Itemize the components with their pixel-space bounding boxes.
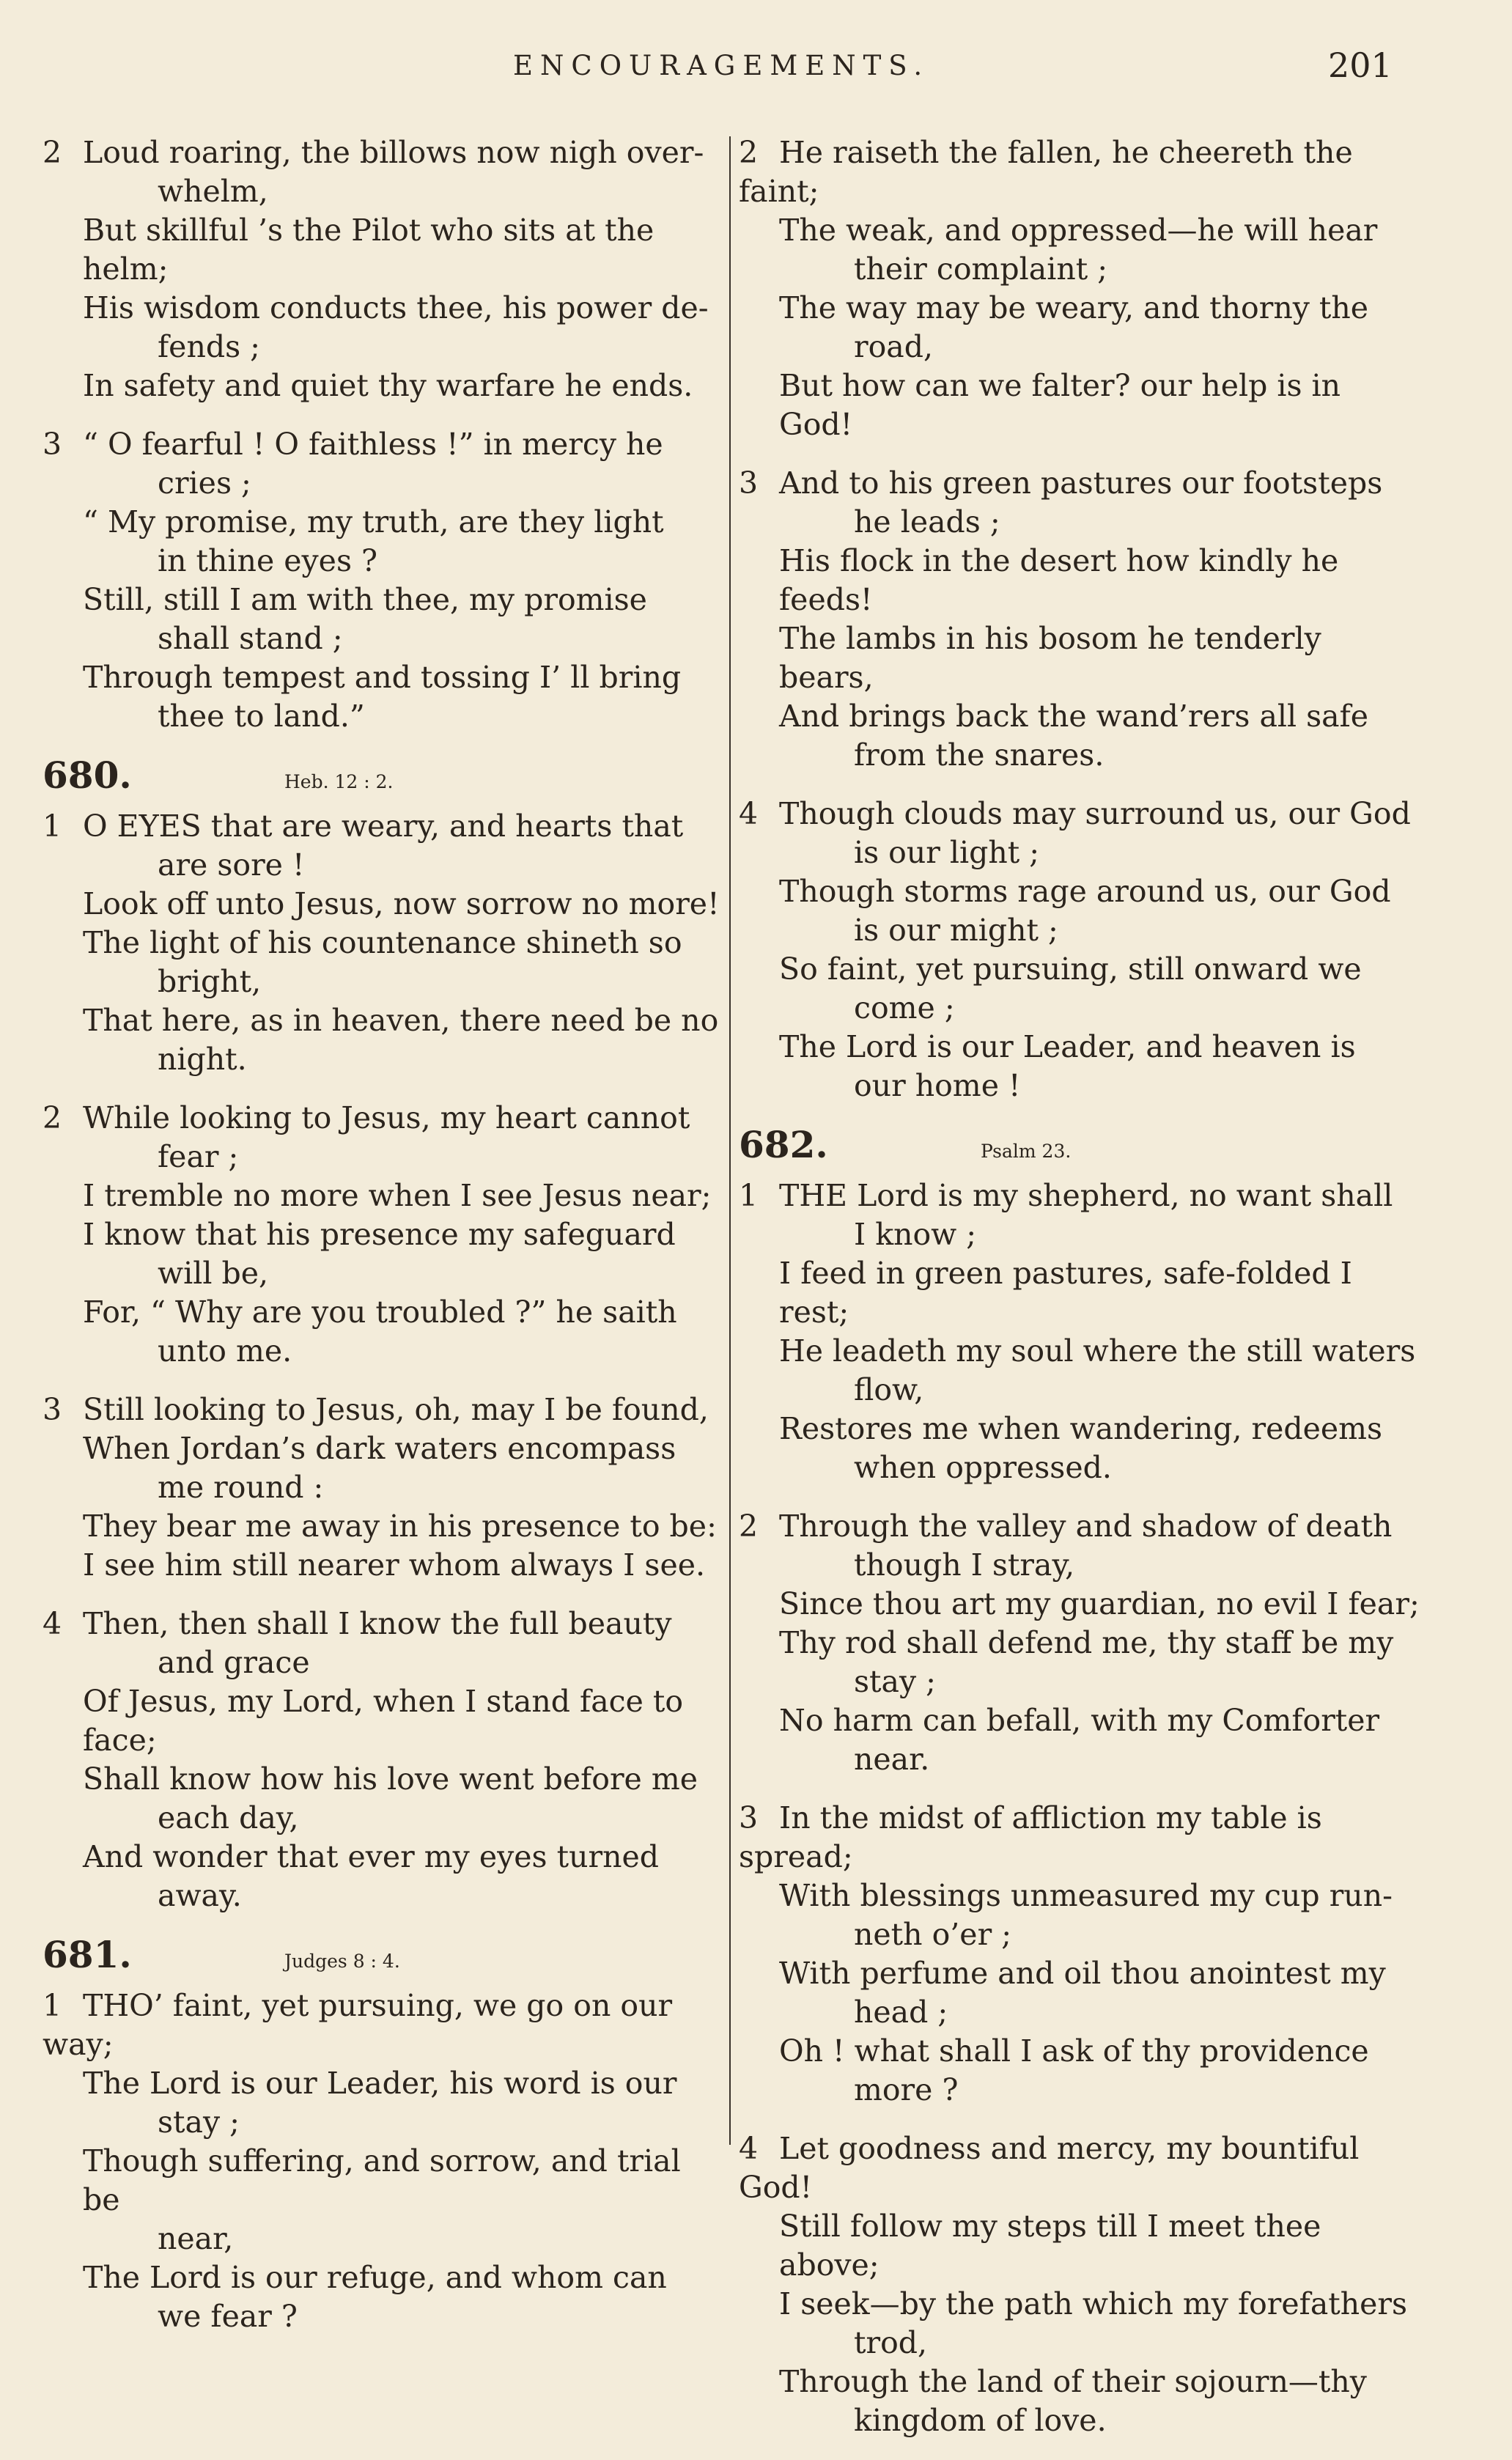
stanza: [43, 1605, 726, 1915]
verse-text: “ O fearful ! O faithless !” in mercy he: [83, 427, 663, 462]
verse-line: So faint, yet pursuing, still onward we: [779, 951, 1362, 987]
verse-line-continuation: will be,: [158, 1256, 269, 1291]
verse-line-continuation: I know ;: [854, 1217, 977, 1252]
hymn-681-heading: [43, 1935, 726, 1978]
hymn-number: 682.: [739, 1123, 828, 1166]
verse-line: Through the land of their sojourn—thy: [779, 2364, 1367, 2399]
stanza: [739, 133, 1422, 444]
verse-line-continuation: is our light ;: [854, 835, 1040, 870]
stanza: [739, 2129, 1422, 2440]
verse-line: With blessings unmeasured my cup run-: [779, 1878, 1393, 1913]
page-number: 201: [1328, 45, 1393, 85]
stanza-number: 4: [739, 796, 759, 831]
verse-line: [739, 2129, 1422, 2207]
right-column: [739, 133, 1422, 2460]
verse-line: [739, 1507, 1422, 1546]
stanza-number: 1: [739, 1178, 759, 1213]
stanza-number: 3: [739, 1800, 759, 1835]
verse-line: I seek—by the path which my forefathers: [779, 2286, 1408, 2321]
verse-line: The light of his countenance shineth so: [83, 925, 682, 960]
page-header: [0, 45, 1512, 89]
verse-line: His wisdom conducts thee, his power de-: [83, 290, 709, 325]
verse-line-continuation: more ?: [854, 2072, 959, 2107]
verse-text: THE Lord is my shepherd, no want shall: [779, 1178, 1393, 1213]
hymn-682-stanzas: [739, 1176, 1422, 2440]
verse-line: [43, 1391, 726, 1429]
verse-line-continuation: stay ;: [158, 2104, 240, 2140]
verse-line-continuation: fends ;: [158, 329, 260, 364]
verse-line-continuation: trod,: [854, 2325, 928, 2360]
stanza-number: 2: [43, 1100, 62, 1135]
stanza: [739, 1176, 1422, 1487]
hymn-679-continuation: [43, 133, 726, 736]
verse-line: Thy rod shall defend me, thy staff be my: [779, 1625, 1394, 1660]
verse-line: [739, 464, 1422, 503]
verse-line-continuation: though I stray,: [854, 1547, 1075, 1583]
stanza: [43, 425, 726, 736]
verse-line-continuation: near,: [158, 2221, 234, 2256]
verse-text: Let goodness and mercy, my bountiful God!: [739, 2131, 1360, 2205]
verse-line: Oh ! what shall I ask of thy providence: [779, 2033, 1369, 2069]
stanza: [43, 1986, 726, 2336]
hymn-682-heading: [739, 1125, 1422, 1168]
verse-line: The lambs in his bosom he tenderly bears,: [779, 621, 1321, 695]
verse-text: He raiseth the fallen, he cheereth the faint;: [739, 135, 1353, 209]
verse-text: THO’ faint, yet pursuing, we go on our way;: [43, 1988, 673, 2062]
verse-line-continuation: unto me.: [158, 1333, 292, 1369]
verse-line-continuation: road,: [854, 329, 934, 364]
stanza-number: 2: [739, 1509, 759, 1544]
verse-line-continuation: their complaint ;: [854, 251, 1108, 287]
verse-line: [43, 1099, 726, 1138]
scripture-reference: Psalm 23.: [981, 1141, 1072, 1162]
verse-line-continuation: flow,: [854, 1372, 924, 1407]
verse-text: O EYES that are weary, and hearts that: [83, 809, 684, 844]
stanza: [739, 795, 1422, 1105]
left-column: [43, 133, 726, 2356]
verse-text: Through the valley and shadow of death: [779, 1509, 1393, 1544]
verse-line: Though storms rage around us, our God: [779, 874, 1391, 909]
verse-line-continuation: night.: [158, 1042, 247, 1077]
verse-line: When Jordan’s dark waters encompass: [83, 1431, 676, 1466]
stanza: [739, 1507, 1422, 1779]
verse-line: The Lord is our Leader, his word is our: [83, 2066, 677, 2101]
verse-line: [739, 133, 1422, 211]
verse-line: [739, 1176, 1422, 1215]
hymn-681-stanzas: [43, 1986, 726, 2336]
scripture-reference: Judges 8 : 4.: [284, 1951, 400, 1972]
verse-line-continuation: neth o’er ;: [854, 1917, 1012, 1952]
stanza-number: 4: [739, 2131, 759, 2166]
verse-line: With perfume and oil thou anointest my: [779, 1956, 1386, 1991]
verse-text: While looking to Jesus, my heart cannot: [83, 1100, 690, 1135]
verse-line-continuation: near.: [854, 1742, 930, 1777]
hymn-number: 680.: [43, 754, 132, 797]
verse-line: Of Jesus, my Lord, when I stand face to face;: [83, 1684, 684, 1758]
verse-line-continuation: when oppressed.: [854, 1450, 1112, 1485]
stanza-number: 1: [43, 1988, 62, 2023]
verse-line-continuation: are sore !: [158, 847, 305, 883]
verse-line: [43, 1605, 726, 1643]
verse-line-continuation: fear ;: [158, 1139, 239, 1174]
verse-line-continuation: in thine eyes ?: [158, 543, 377, 578]
verse-line-continuation: shall stand ;: [158, 621, 343, 656]
verse-line: I feed in green pastures, safe-folded I rest;: [779, 1256, 1352, 1330]
verse-line-continuation: each day,: [158, 1800, 299, 1835]
verse-line: And brings back the wand’rers all safe: [779, 699, 1369, 734]
verse-line: [739, 1799, 1422, 1877]
hymn-680-stanzas: [43, 807, 726, 1915]
verse-line: In safety and quiet thy warfare he ends.: [83, 368, 693, 403]
verse-line: But skillful ’s the Pilot who sits at the helm;: [83, 213, 654, 287]
verse-line: The Lord is our Leader, and heaven is: [779, 1029, 1356, 1064]
stanza-number: 3: [43, 1392, 62, 1427]
verse-text: Loud roaring, the billows now nigh over-: [83, 135, 704, 170]
verse-line: Since thou art my guardian, no evil I fear;: [779, 1586, 1420, 1621]
verse-line: And wonder that ever my eyes turned: [83, 1839, 660, 1874]
scripture-reference: Heb. 12 : 2.: [284, 771, 394, 792]
verse-line-continuation: thee to land.”: [158, 699, 365, 734]
verse-line: They bear me away in his presence to be:: [83, 1509, 717, 1544]
stanza: [739, 464, 1422, 775]
verse-line-continuation: from the snares.: [854, 737, 1105, 773]
verse-line-continuation: we fear ?: [158, 2299, 298, 2334]
verse-line-continuation: head ;: [854, 1995, 948, 2030]
verse-line-continuation: cries ;: [158, 465, 251, 501]
verse-line: Still follow my steps till I meet thee above;: [779, 2209, 1321, 2283]
verse-text: Though clouds may surround us, our God: [779, 796, 1411, 831]
verse-text: And to his green pastures our footsteps: [779, 465, 1383, 501]
hymn-681-continuation: [739, 133, 1422, 1105]
verse-line-continuation: is our might ;: [854, 913, 1058, 948]
verse-line: [43, 133, 726, 172]
verse-line: He leadeth my soul where the still waters: [779, 1333, 1416, 1369]
verse-line-continuation: kingdom of love.: [854, 2403, 1107, 2438]
stanza: [43, 1391, 726, 1585]
verse-text: Then, then shall I know the full beauty: [83, 1606, 672, 1641]
column-divider: [729, 136, 731, 2145]
verse-line: [43, 807, 726, 846]
verse-line: That here, as in heaven, there need be no: [83, 1003, 719, 1038]
verse-line: For, “ Why are you troubled ?” he saith: [83, 1295, 677, 1330]
stanza: [739, 1799, 1422, 2110]
stanza: [43, 133, 726, 405]
verse-line: Still, still I am with thee, my promise: [83, 582, 647, 617]
verse-line: [43, 425, 726, 464]
hymn-680-heading: [43, 756, 726, 798]
verse-line: The way may be weary, and thorny the: [779, 290, 1369, 325]
verse-line: Through tempest and tossing I’ ll bring: [83, 660, 682, 695]
stanza-number: 2: [43, 135, 62, 170]
verse-line: But how can we falter? our help is in God!: [779, 368, 1341, 442]
verse-line-continuation: whelm,: [158, 174, 268, 209]
verse-line: Though suffering, and sorrow, and trial be: [83, 2143, 681, 2217]
stanza: [43, 807, 726, 1079]
verse-text: Still looking to Jesus, oh, may I be found,: [83, 1392, 709, 1427]
verse-text: In the midst of affliction my table is spread;: [739, 1800, 1322, 1874]
verse-line: [739, 795, 1422, 833]
verse-line-continuation: come ;: [854, 990, 955, 1025]
verse-line: I tremble no more when I see Jesus near;: [83, 1178, 712, 1213]
verse-line-continuation: me round :: [158, 1470, 324, 1505]
verse-line-continuation: away.: [158, 1878, 242, 1913]
verse-line-continuation: and grace: [158, 1645, 310, 1680]
verse-line: I know that his presence my safeguard: [83, 1217, 676, 1252]
verse-line: The Lord is our refuge, and whom can: [83, 2260, 667, 2295]
hymn-number: 681.: [43, 1933, 132, 1976]
verse-line: I see him still nearer whom always I see.: [83, 1547, 706, 1583]
stanza-number: 3: [43, 427, 62, 462]
stanza-number: 3: [739, 465, 759, 501]
verse-line: “ My promise, my truth, are they light: [83, 504, 664, 539]
verse-line: Shall know how his love went before me: [83, 1761, 698, 1797]
verse-line: His flock in the desert how kindly he feeds!: [779, 543, 1339, 617]
verse-line-continuation: our home !: [854, 1068, 1021, 1103]
verse-line: Look off unto Jesus, now sorrow no more!: [83, 886, 720, 921]
verse-line: The weak, and oppressed—he will hear: [779, 213, 1378, 248]
verse-line-continuation: bright,: [158, 964, 262, 999]
stanza-number: 4: [43, 1606, 62, 1641]
verse-line: Restores me when wandering, redeems: [779, 1411, 1383, 1446]
running-title: ENCOURAGEMENTS.: [513, 50, 930, 81]
stanza-number: 2: [739, 135, 759, 170]
stanza-number: 1: [43, 809, 62, 844]
verse-line: No harm can befall, with my Comforter: [779, 1703, 1380, 1738]
verse-line: [43, 1986, 726, 2064]
verse-line-continuation: stay ;: [854, 1664, 936, 1699]
verse-line-continuation: he leads ;: [854, 504, 1000, 539]
stanza: [43, 1099, 726, 1371]
